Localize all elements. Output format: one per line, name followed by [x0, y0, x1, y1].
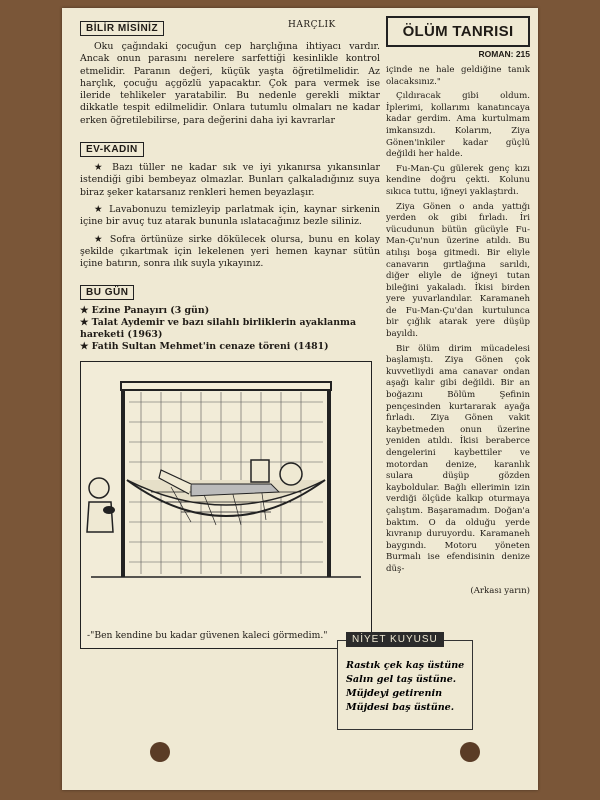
evkadin-item: ★ Sofra örtünüze sirke dökülecek olursa, bunu en kolay şekilde çıkartmak için lekelenen yeri hemen kaynar sütün içine batırın, sonra ılık suyla yıkayınız. [80, 233, 380, 270]
cartoon-drawing [81, 362, 371, 612]
evkadin-item: ★ Bazı tüller ne kadar sık ve iyi yıkanırsa yıkansınlar istendiği gibi bembeyaz olmazlar. Bunları çalkaladığınız suya biraz şeker katarsanız renkleri hemen beyazlaşır. [80, 162, 380, 198]
poem-line: Müjdeyi getirenin [346, 688, 443, 699]
poem-line: Rastık çek kaş üstüne [346, 660, 465, 671]
serial-paragraph: içinde ne hale geldiğine tanık olacaksınız." [386, 65, 530, 87]
bugun-label: BU GÜN [80, 285, 134, 300]
goalkeeper-cartoon [80, 361, 372, 649]
continued-note: (Arkası yarın) [470, 585, 530, 596]
niyet-label: NİYET KUYUSU [346, 632, 444, 647]
punch-hole [150, 742, 170, 762]
right-column [386, 16, 530, 596]
bugun-item: ★ Fatih Sultan Mehmet'in cenaze töreni (1481) [80, 341, 329, 353]
serial-paragraph: Ziya Gönen o anda yattığı yerden ok gibi fırladı. İri vücudunun bütün gücüyle Fu-Man-Çu'nun üzerine atıldı. Bu atılışı boşa gitmedi. Bir eliyle canavarın gırtlağına sarıldı, diğer eliyle de iğneyi tutan bileğini yakaladı. İkisi birden yere yuvarlandılar. Karamaneh de Fu-Man-Çu'dan kurtulunca bir çığlık atarak yere düşüp bayıldı. [386, 201, 530, 340]
evkadin-label: EV-KADIN [80, 142, 144, 157]
serial-paragraph: Fu-Man-Çu gülerek genç kızı kendine doğru çekti. Kolunu sıkıca tuttu, iğneyi yaklaştırdı. [386, 163, 530, 197]
bilir-text: Oku çağındaki çocuğun cep harçlığına ihtiyacı vardır. Ancak onun parasını nerelere sarfettiği kesinlikle kontrol etmelidir. Paranın değeri, küçük yaşta öğretilmelidir. Az harçlık, çocuğu açgözlü yapacaktır. Çok para vermek ise ileride tehlikeler yaratabilir. Bu nedenle gerekli miktar dikkatle tespit edilmelidir. Onlara tutumlu olmaları ne kadar erken öğretilebilirse, para değerini daha iyi kavrarlar [80, 41, 380, 126]
bugun-item: ★ Talat Aydemir ve bazı silahlı birliklerin ayaklanma hareketi (1963) [80, 317, 357, 341]
left-column [80, 16, 380, 649]
bugun-item: ★ Ezine Panayırı (3 gün) [80, 305, 210, 317]
bilir-label: BİLİR MİSİNİZ [80, 21, 164, 36]
serial-paragraph: Çıldıracak gibi oldum. İplerimi, kollarımı kanatıncaya kadar gerdim. Ama kurtulmam imkansızdı. Kolarım, Ziya Gönen'inkiler kadar güçlü değildi her halde. [386, 91, 530, 160]
poem-line: Müjdesi baş üstüne. [346, 702, 455, 713]
serial-episode: ROMAN: 215 [478, 49, 530, 59]
cartoon-caption: -"Ben kendine bu kadar güvenen kaleci görmedim." [87, 630, 328, 642]
punch-hole [460, 742, 480, 762]
serial-title: ÖLÜM TANRISI [386, 16, 530, 47]
evkadin-item: ★ Lavabonuzu temizleyip parlatmak için, kaynar sirkenin içine bir avuç tuz atarak bununla ıslatacağınız bezle siliniz. [80, 203, 380, 228]
niyet-poem [346, 659, 464, 715]
bilir-topic: HARÇLIK [288, 20, 336, 30]
poem-line: Salın gel taş üstüne. [346, 674, 457, 685]
serial-paragraph: Bir ölüm dirim mücadelesi başlamıştı. Ziya Gönen çok kuvvetliydi ama canavar ondan aşağı kalır gibi değildi. Bir an boğazını Bölüm Şefinin pençesinden kurtararak ayağa fırladı. Ziya Gönen vakit kaybetmeden onun üzerine yeniden atıldı. İkisi beraberce dengelerini kaybettiler ve motordan denize, karanlık sulara düşüp gözden kayboldular. Bağlı ellerimin izin verdiği ölçüde kalkıp oturmaya çalıştım. Başaramadım. Doğan'a baktım. O da olduğu yerde kıvranıp duruyordu. Karamaneh baygındı. Motoru yöneten Burmalı ise efendisinin denize düş- [386, 343, 530, 574]
niyet-box [337, 634, 473, 730]
